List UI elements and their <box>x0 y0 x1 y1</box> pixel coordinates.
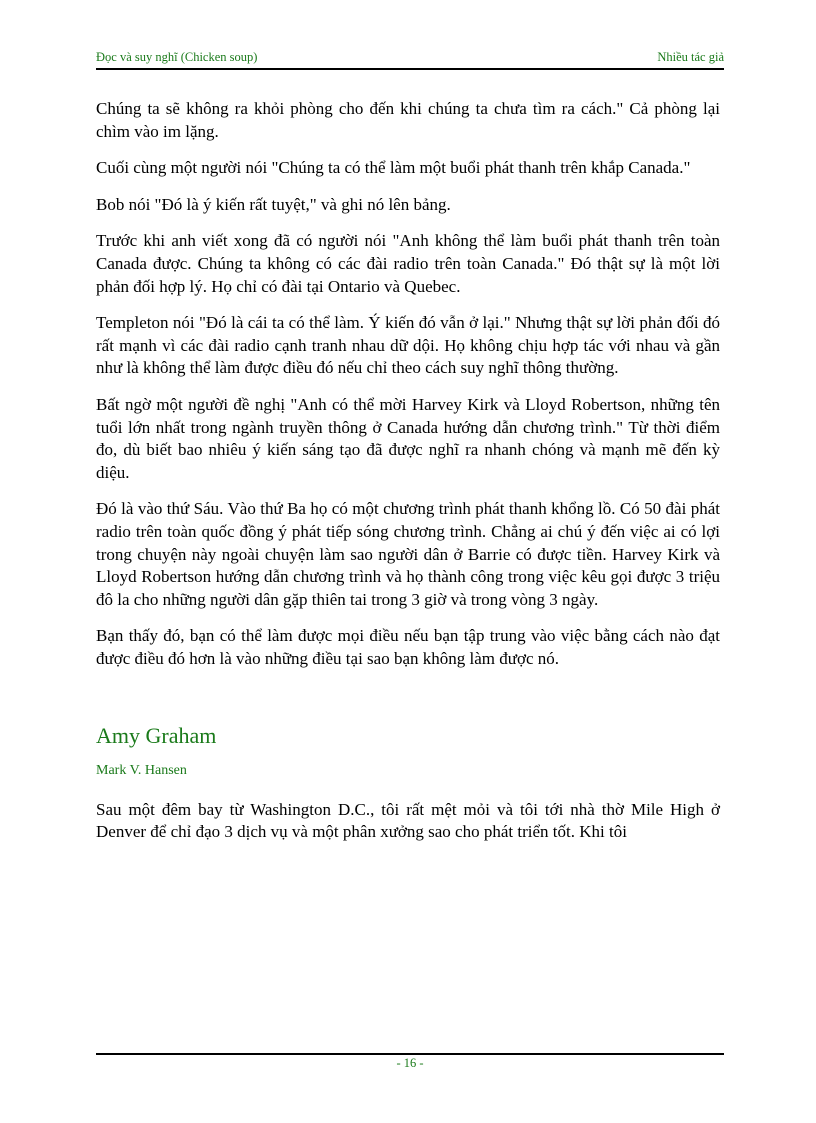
section-author: Mark V. Hansen <box>96 763 187 779</box>
section-title: Amy Graham <box>96 723 217 749</box>
page-content <box>96 98 720 858</box>
paragraph: Templeton nói "Đó là cái ta có thể làm. Ý kiến đó vẫn ở lại." Nhưng thật sự lời phản đối đó rất mạnh vì các đài radio cạnh tranh nhau dữ dội. Họ không chịu hợp tác với nhau và gần như là không thể làm được điều đó nếu chỉ theo cách suy nghĩ thông thường. <box>96 313 720 378</box>
paragraph: Bất ngờ một người đề nghị "Anh có thể mời Harvey Kirk và Lloyd Robertson, những tên tuổi lớn nhất trong ngành truyền thông ở Canada hướng dẫn chương trình." Từ thời điểm đo, dù biết bao nhiêu ý kiến sáng tạo đã được nghĩ ra nhanh chóng và mạnh mẽ đến kỳ diệu. <box>96 394 720 482</box>
header-author: Nhiều tác giả <box>657 50 724 64</box>
header-book-title: Đọc và suy nghĩ (Chicken soup) <box>96 50 258 64</box>
paragraph: Đó là vào thứ Sáu. Vào thứ Ba họ có một chương trình phát thanh khổng lồ. Có 50 đài phát radio trên toàn quốc đồng ý phát tiếp sóng chương trình. Chẳng ai chú ý đến việc ai có lợi trong chuyện này ngoài chuyện làm sao người dân ở Barrie có được tiền. Harvey Kirk và Lloyd Robertson hướng dẫn chương trình và họ thành công trong việc kêu gọi được 3 triệu đô la cho những người dân gặp thiên tai trong 3 giờ và trong vòng 3 ngày. <box>96 499 720 609</box>
paragraph: Bob nói "Đó là ý kiến rất tuyệt," và ghi nó lên bảng. <box>96 194 451 214</box>
paragraph: Chúng ta sẽ không ra khỏi phòng cho đến khi chúng ta chưa tìm ra cách." Cả phòng lại chìm vào im lặng. <box>96 99 720 141</box>
footer-divider <box>96 1053 724 1055</box>
header-divider <box>96 68 724 70</box>
paragraph: Bạn thấy đó, bạn có thể làm được mọi điều nếu bạn tập trung vào việc bằng cách nào đạt được điều đó hơn là vào những điều tại sao bạn không làm được nó. <box>96 626 720 668</box>
paragraph: Cuối cùng một người nói "Chúng ta có thể làm một buổi phát thanh trên khắp Canada." <box>96 158 691 178</box>
page-number: - 16 - <box>396 1056 424 1070</box>
page-header <box>96 50 724 65</box>
paragraph: Sau một đêm bay từ Washington D.C., tôi rất mệt mỏi và tôi tới nhà thờ Mile High ở Denver để chỉ đạo 3 dịch vụ và một phân xưởng sao cho phát triển tốt. Khi tôi <box>96 799 720 842</box>
paragraph: Trước khi anh viết xong đã có người nói "Anh không thể làm buổi phát thanh trên toàn Canada được. Chúng ta không có các đài radio trên toàn Canada." Đó thật sự là một lời phản đối hợp lý. Họ chỉ có đài tại Ontario và Quebec. <box>96 231 720 296</box>
